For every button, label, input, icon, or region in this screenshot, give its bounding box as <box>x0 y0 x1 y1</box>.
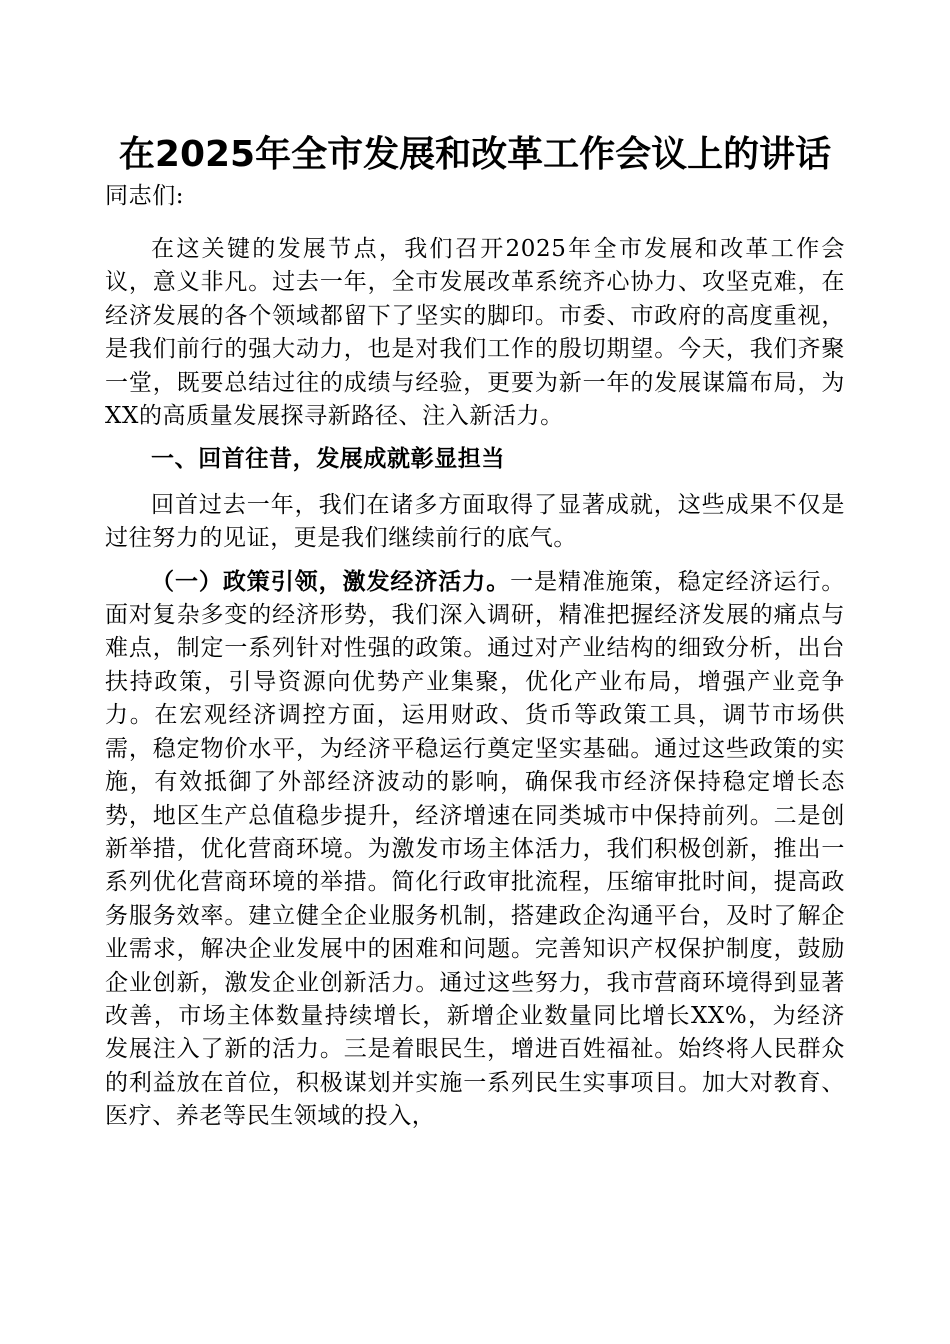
section-heading-1: 一、回首往昔，发展成就彰显担当 <box>151 446 505 473</box>
section-1-intro-paragraph: 回首过去一年，我们在诸多方面取得了显著成就，这些成果不仅是过往努力的见证，更是我们继续前行的底气。 <box>105 491 845 552</box>
document-body <box>105 180 845 1134</box>
salutation: 同志们: <box>105 183 185 209</box>
document-title: 在2025年全市发展和改革工作会议上的讲话 <box>118 134 832 175</box>
subsection-1-body: 一是精准施策，稳定经济运行。面对复杂多变的经济形势，我们深入调研，精准把握经济发展的痛点与难点，制定一系列针对性强的政策。通过对产业结构的细致分析，出台扶持政策，引导资源向优势产业集聚，优化产业布局，增强产业竞争力。在宏观经济调控方面，运用财政、货币等政策工具，调节市场供需，稳定物价水平，为经济平稳运行奠定坚实基础。通过这些政策的实施，有效抵御了外部经济波动的影响，确保我市经济保持稳定增长态势，地区生产总值稳步提升，经济增速在同类城市中保持前列。二是创新举措，优化营商环境。为激发市场主体活力，我们积极创新，推出一系列优化营商环境的举措。简化行政审批流程，压缩审批时间，提高政务服务效率。建立健全企业服务机制，搭建政企沟通平台，及时了解企业需求，解决企业发展中的困难和问题。完善知识产权保护制度，鼓励企业创新，激发企业创新活力。通过这些努力，我市营商环境得到显著改善，市场主体数量持续增长，新增企业数量同比增长XX%，为经济发展注入了新的活力。三是着眼民生，增进百姓福祉。始终将人民群众的利益放在首位，积极谋划并实施一系列民生实事项目。加大对教育、医疗、养老等民生领域的投入， <box>105 568 845 1130</box>
subsection-1-paragraph <box>105 566 845 1134</box>
subsection-1-lead: （一）政策引领，激发经济活力。 <box>151 568 511 595</box>
intro-paragraph: 在这关键的发展节点，我们召开2025年全市发展和改革工作会议，意义非凡。过去一年，全市发展改革系统齐心协力、攻坚克难，在经济发展的各个领域都留下了坚实的脚印。市委、市政府的高度重视，是我们前行的强大动力，也是对我们工作的殷切期望。今天，我们齐聚一堂，既要总结过往的成绩与经验，更要为新一年的发展谋篇布局，为XX的高质量发展探寻新路径、注入新活力。 <box>105 236 845 430</box>
